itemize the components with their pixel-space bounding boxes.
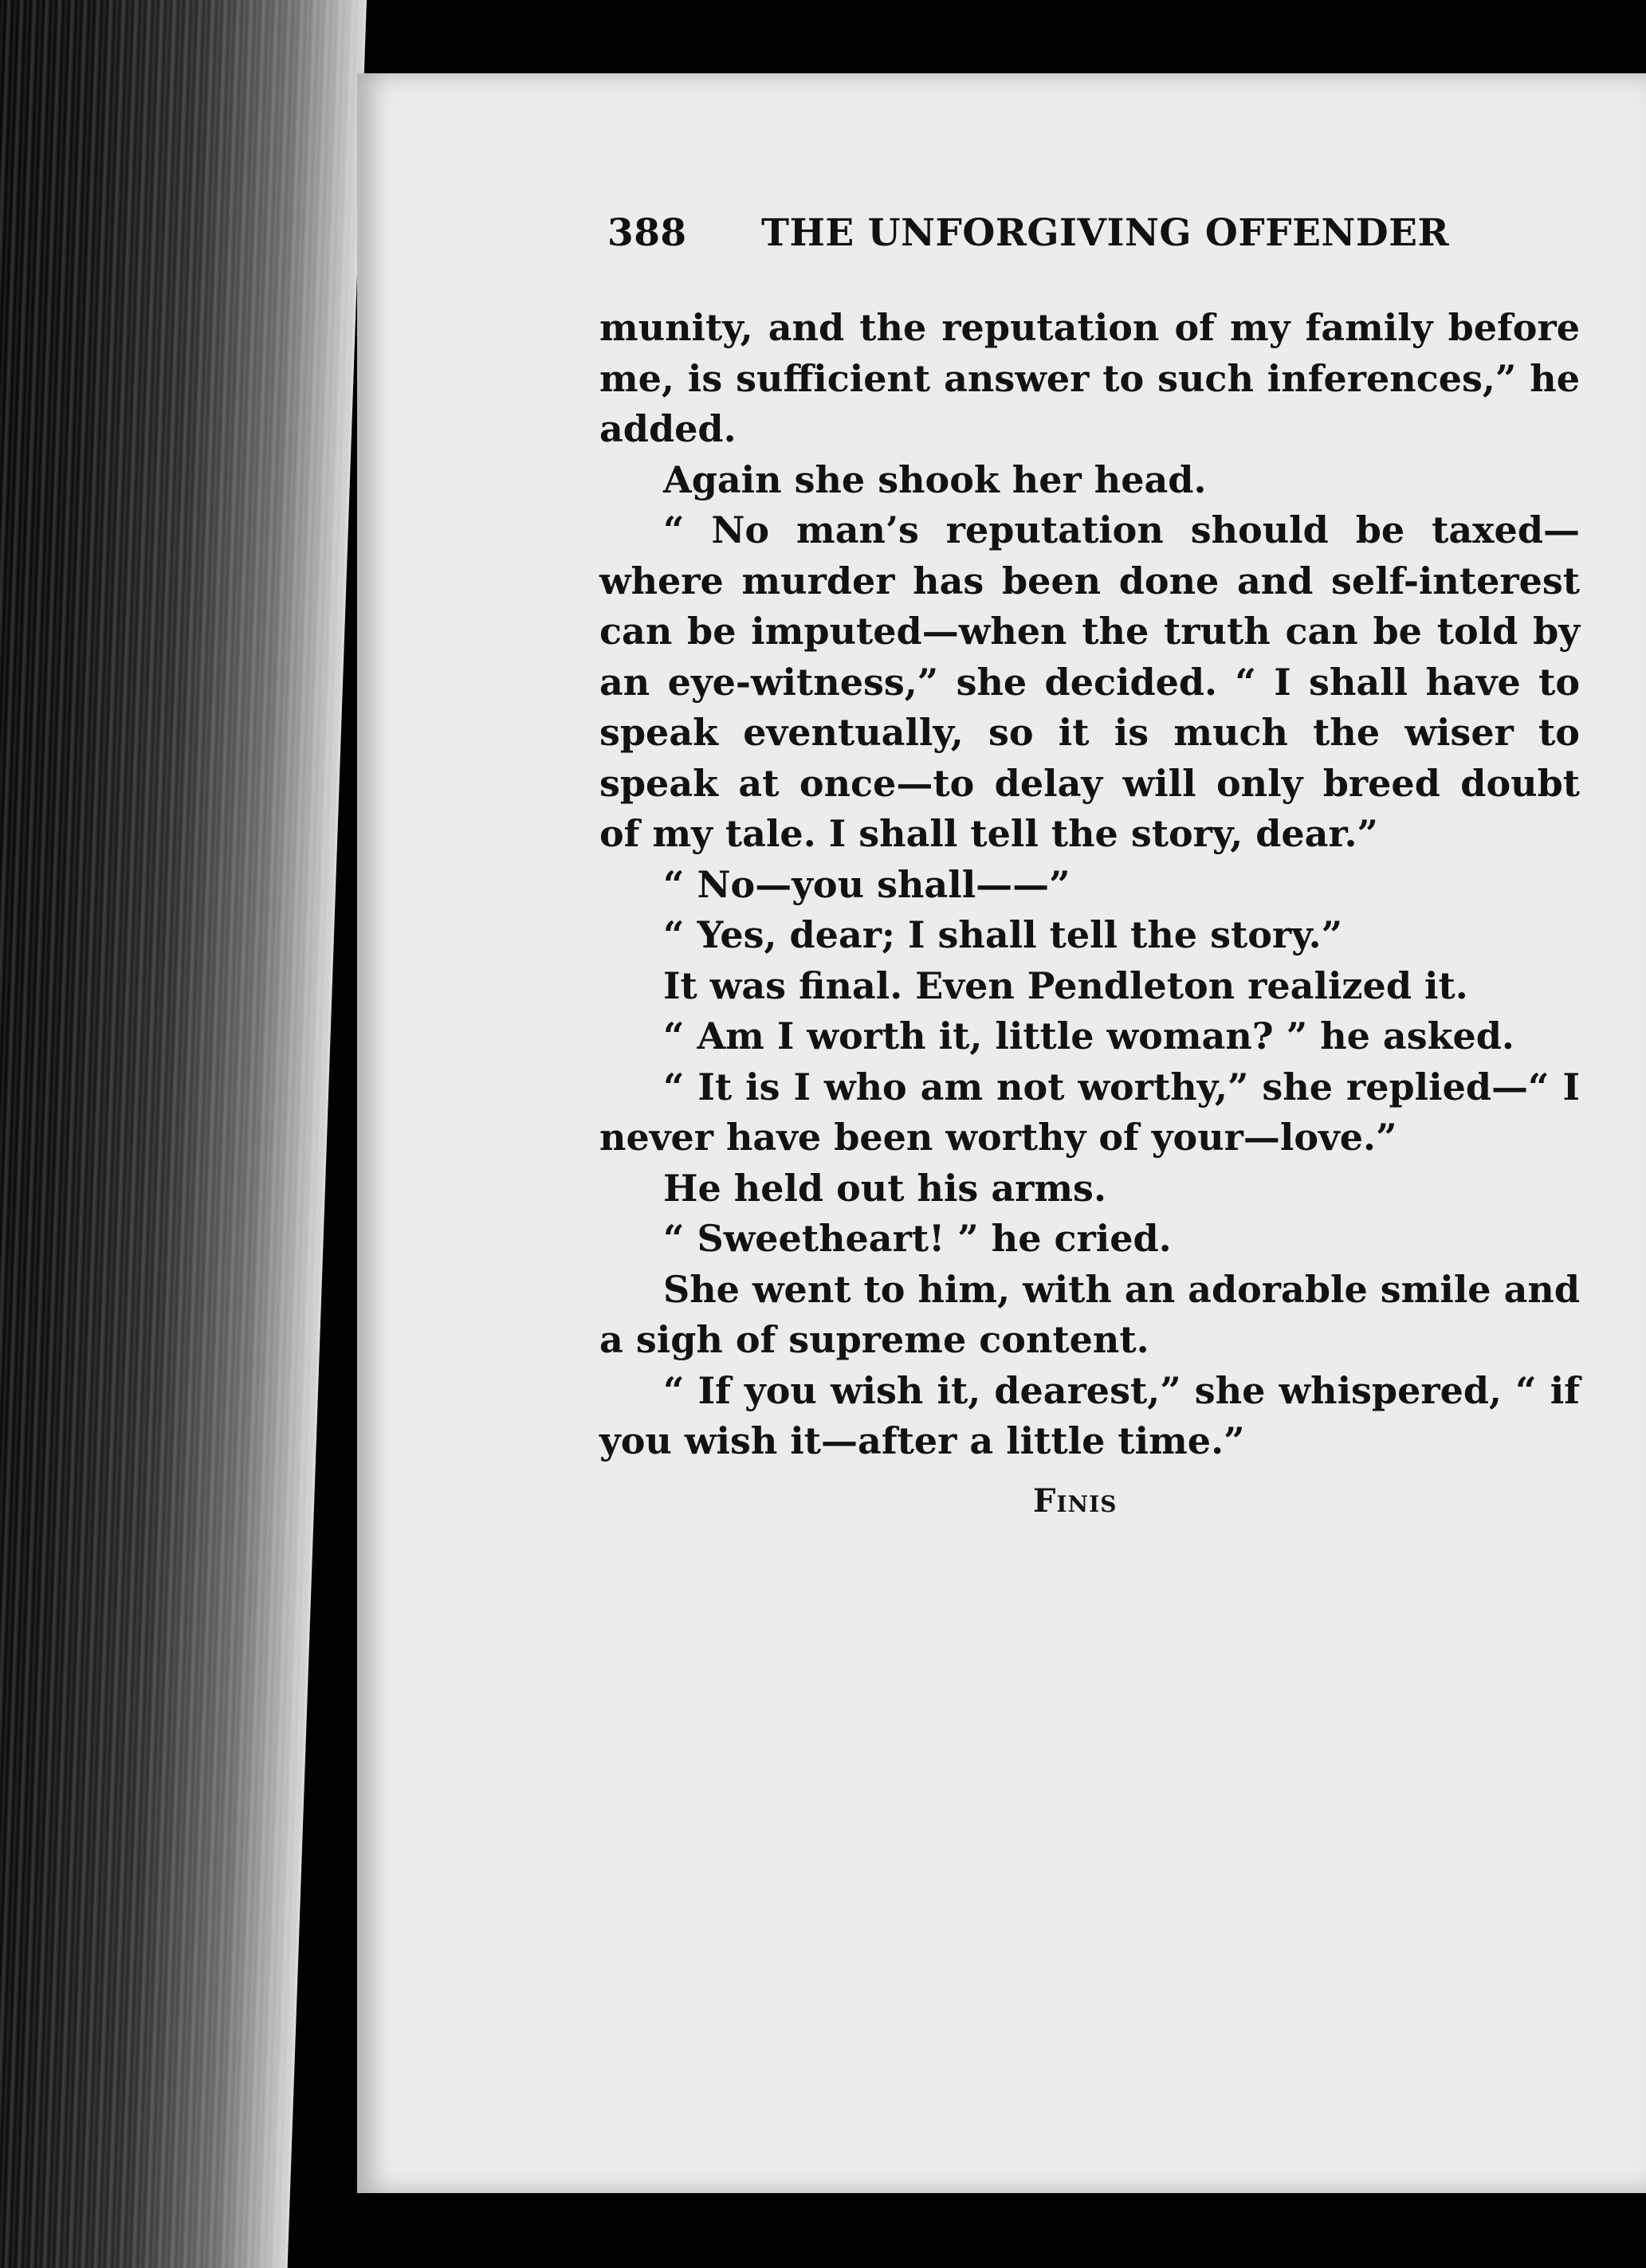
finis-mark: Finis <box>1033 1482 1118 1520</box>
paragraph: “ Yes, dear; I shall tell the story.” <box>663 913 1343 956</box>
running-title: THE UNFORGIVING OFFENDER <box>761 211 1450 255</box>
page-number: 388 <box>607 211 687 255</box>
paragraph: “ No—you shall——” <box>663 862 1070 906</box>
paragraph: She went to him, with an adorable smile and a sigh of supreme content. <box>599 1267 1580 1361</box>
paragraph: He held out his arms. <box>663 1166 1106 1210</box>
paragraph: “ Am I worth it, little woman? ” he asked. <box>663 1014 1514 1057</box>
paragraph: “ It is I who am not worthy,” she replied—“ I never have been worthy of your—love.” <box>599 1065 1580 1159</box>
book-spine-edge <box>0 0 367 2268</box>
body-text <box>599 303 1580 1467</box>
paragraph: Again she shook her head. <box>663 457 1207 501</box>
page-header <box>607 211 1450 267</box>
paragraph: It was final. Even Pendleton realized it. <box>663 963 1468 1007</box>
paragraph: “ If you wish it, dearest,” she whispered, “ if you wish it—after a little time.” <box>599 1368 1580 1462</box>
paragraph: “ No man’s reputation should be taxed—where murder has been done and self-interest can be imputed—when the truth can be told by an eye-witness,” she decided. “ I shall have to speak eventually, so it is much the wiser to speak at once—to delay will only breed doubt of my tale. I shall tell the story, dear.” <box>599 508 1580 855</box>
paragraph: “ Sweetheart! ” he cried. <box>663 1217 1172 1260</box>
paragraph: munity, and the reputation of my family before me, is sufficient answer to such inferences,” he added. <box>599 306 1580 450</box>
